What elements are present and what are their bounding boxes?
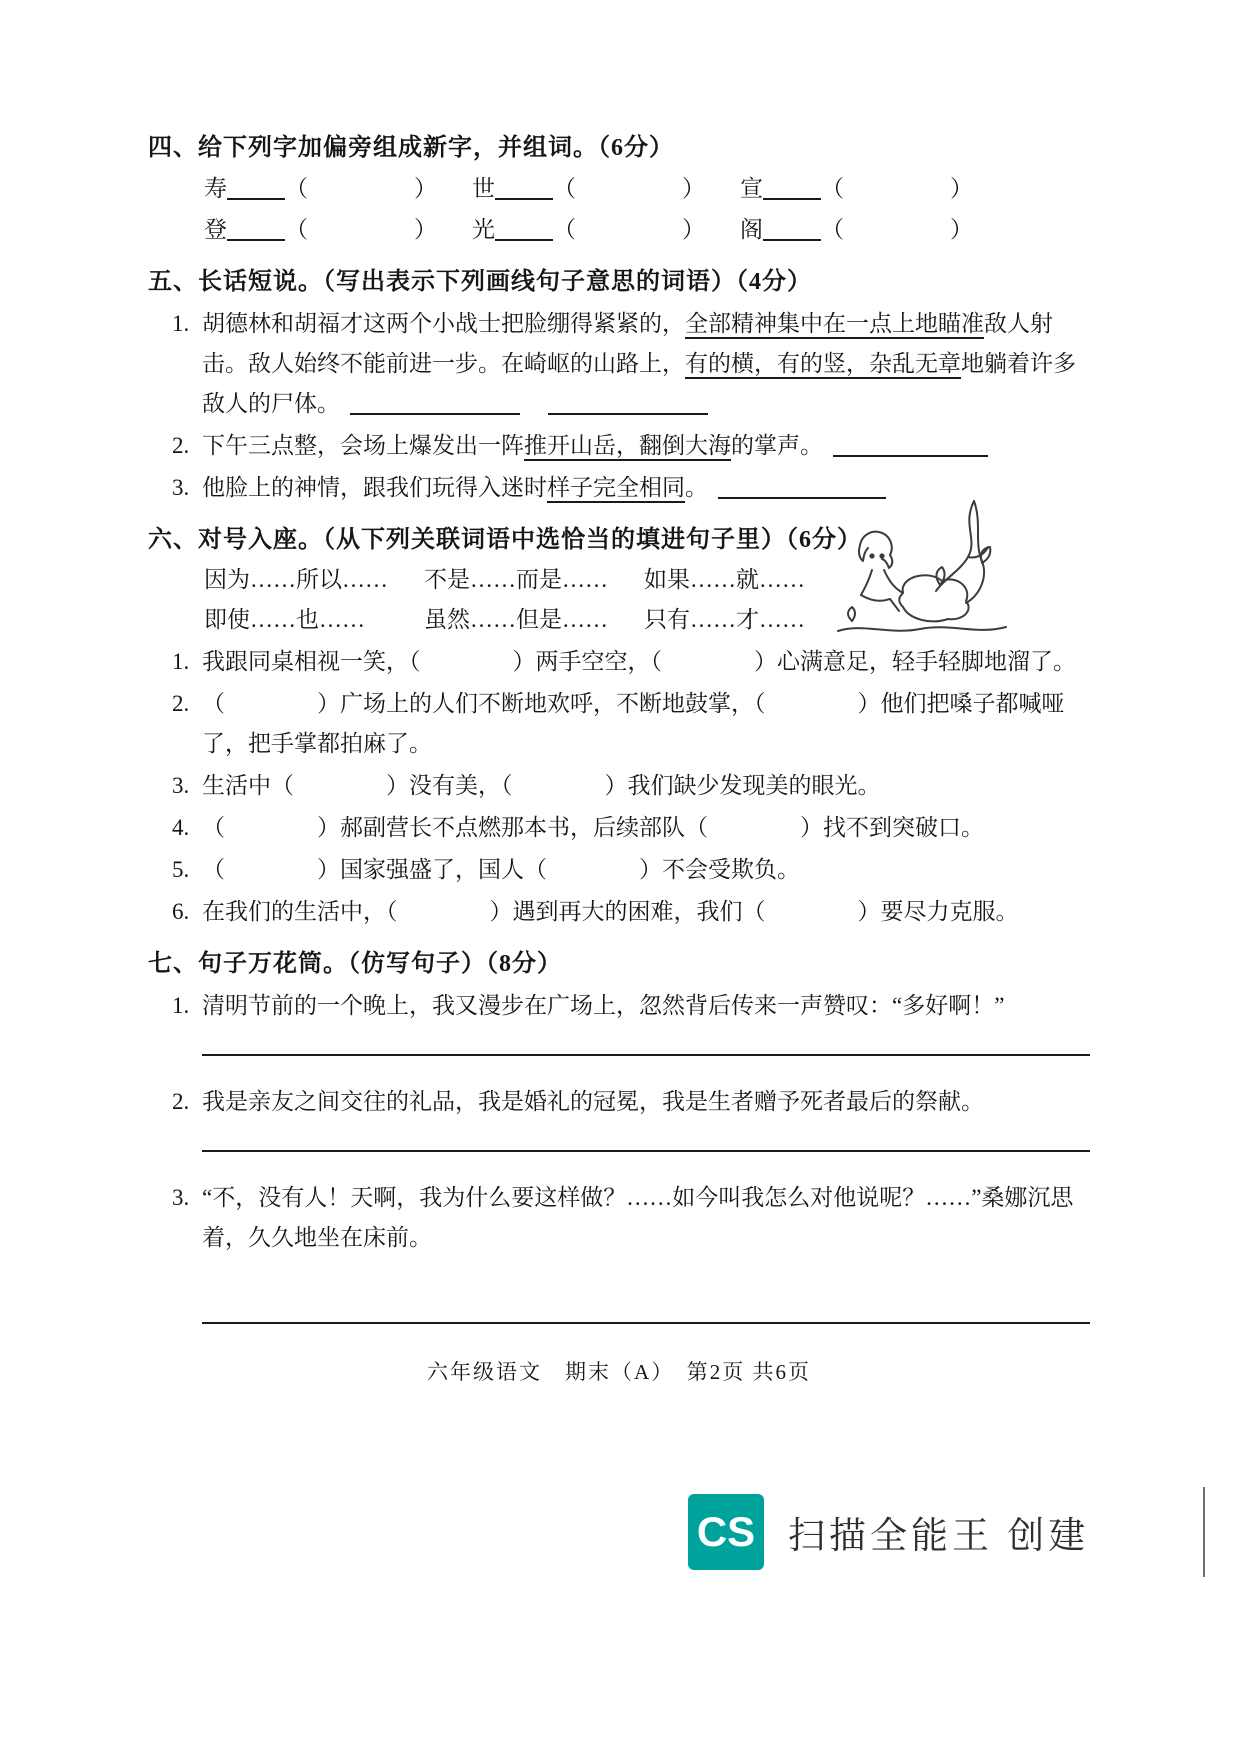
base-char: 光 — [472, 217, 495, 242]
answer-line — [202, 1150, 1090, 1152]
item-number: 2. — [172, 691, 190, 716]
item-number: 3. — [172, 1185, 190, 1210]
question-item-6-5 — [172, 850, 1090, 890]
paren-open: （ — [524, 857, 547, 882]
paren-close: ） — [489, 899, 513, 924]
paren-close: ） — [754, 649, 777, 674]
conjunction-option: 不是……而是…… — [424, 567, 608, 592]
girl-eye — [870, 554, 873, 557]
sentence-text: 他脸上的神情，跟我们玩得入迷时 — [202, 475, 547, 500]
section5-heading: 五、长话短说。（写出表示下列画线句子意思的词语）（4分） — [148, 269, 812, 295]
sentence-text: 在我们的生活中， — [202, 899, 386, 924]
paren-blank — [743, 899, 881, 924]
watermark-divider — [1203, 1487, 1205, 1577]
base-char: 寿 — [204, 176, 227, 201]
paren-close: ） — [414, 176, 437, 201]
answer-line — [202, 1322, 1090, 1324]
paren-close: ） — [800, 815, 823, 840]
conjunction-option: 即使……也…… — [204, 607, 365, 632]
paren-open: （ — [553, 176, 576, 201]
sentence-text: 广场上的人们不断地欢呼，不断地鼓掌， — [340, 691, 754, 716]
paren-close: ） — [386, 773, 409, 798]
girl-legs — [861, 595, 899, 611]
paren-open: （ — [202, 857, 225, 882]
question-item-6-2 — [172, 684, 1090, 764]
sentence-text: 地躺着许多敌人的尸体。 — [202, 351, 1076, 416]
paren-open: （ — [409, 649, 421, 674]
page-footer: 六年级语文 期末（A） 第2页 共6页 — [427, 1360, 811, 1384]
base-char: 宣 — [740, 176, 763, 201]
sentence-text: 胡德林和胡福才这两个小战士把脸绷得紧紧的， — [202, 311, 685, 336]
sentence-text: 。 — [685, 475, 708, 500]
paren-open: （ — [553, 217, 576, 242]
item-number: 5. — [172, 857, 190, 882]
paren-open: （ — [821, 217, 844, 242]
sentence-text: 郝副营长不点燃那本书，后续部队 — [340, 815, 685, 840]
section7-heading: 七、句子万花筒。（仿写句子）（8分） — [148, 951, 562, 977]
sentence-text: “不，没有人！天啊，我为什么要这样做？……如今叫我怎么对他说呢？……”桑娜沉思着，久久地坐在床前。 — [202, 1185, 1074, 1250]
item-number: 2. — [172, 433, 190, 458]
paren-open: （ — [271, 773, 294, 798]
write-blank — [495, 217, 553, 241]
camscanner-label: 扫描全能王 创建 — [788, 1515, 1090, 1556]
conjunction-option: 虽然……但是…… — [424, 607, 608, 632]
paren-close: ） — [414, 217, 437, 242]
sentence-text: 两手空空， — [535, 649, 651, 674]
sentence-text: 清明节前的一个晚上，我又漫步在广场上，忽然背后传来一声赞叹：“多好啊！” — [202, 993, 1005, 1018]
ground-line — [838, 627, 1006, 631]
paren-blank — [386, 899, 513, 924]
question-item-5-1 — [172, 304, 1090, 424]
char-item — [204, 210, 472, 250]
conjunction-option: 因为……所以…… — [204, 567, 388, 592]
question-item-6-6 — [172, 892, 1090, 932]
conjunction-option: 只有……才…… — [644, 607, 805, 632]
paren-open: （ — [501, 773, 513, 798]
girl-eye — [880, 554, 883, 557]
write-blank — [763, 217, 821, 241]
sentence-text: 国家强盛了，国人 — [340, 857, 524, 882]
paren-open: （ — [202, 815, 225, 840]
paren-close: ） — [639, 857, 662, 882]
underlined-phrase: 有的横，有的竖，杂乱无章 — [685, 351, 961, 379]
write-blank — [495, 176, 553, 200]
base-char: 阁 — [740, 217, 763, 242]
grass-tuft — [848, 607, 855, 621]
paren-blank — [524, 857, 662, 882]
write-blank — [763, 176, 821, 200]
rock-outline — [899, 575, 968, 621]
item-number: 4. — [172, 815, 190, 840]
paren-open: （ — [285, 217, 308, 242]
question-item-7-1 — [172, 986, 1090, 1026]
paren-close: ） — [317, 815, 340, 840]
camscanner-logo-icon: CS — [688, 1494, 764, 1570]
question-item-7-2 — [172, 1082, 1090, 1122]
item-number: 3. — [172, 475, 190, 500]
sentence-text: 生活中 — [202, 773, 271, 798]
section4-row-2 — [204, 210, 1090, 250]
paren-close: ） — [512, 649, 536, 674]
char-item — [740, 169, 1008, 209]
paren-open: （ — [685, 815, 708, 840]
paren-blank — [409, 649, 536, 674]
sentence-text: 不会受欺负。 — [662, 857, 800, 882]
sentence-text: 下午三点整，会场上爆发出一阵 — [202, 433, 524, 458]
paren-blank — [271, 773, 409, 798]
item-number: 2. — [172, 1089, 190, 1114]
base-char: 登 — [204, 217, 227, 242]
answer-blank — [833, 433, 988, 457]
answer-line — [202, 1054, 1090, 1056]
paren-blank — [501, 773, 628, 798]
item-number: 1. — [172, 311, 190, 336]
sentence-text: 我们缺少发现美的眼光。 — [627, 773, 881, 798]
sentence-text: 心满意足，轻手轻脚地溜了。 — [777, 649, 1076, 674]
paren-blank — [202, 691, 340, 716]
base-char: 世 — [472, 176, 495, 201]
sentence-text: 要尽力克服。 — [880, 899, 1019, 924]
paren-blank — [754, 691, 881, 716]
paren-open: （ — [754, 691, 766, 716]
char-item — [472, 169, 740, 209]
conjunction-option: 如果……就…… — [644, 567, 805, 592]
paren-close: ） — [682, 217, 705, 242]
underlined-phrase: 样子完全相同 — [547, 475, 685, 503]
item-number: 3. — [172, 773, 190, 798]
write-blank — [227, 176, 285, 200]
sentence-text: 找不到突破口。 — [823, 815, 984, 840]
section4-row-1 — [204, 169, 1090, 209]
answer-blank — [548, 391, 708, 415]
paren-blank — [202, 857, 340, 882]
write-blank — [227, 217, 285, 241]
paren-close: ） — [857, 899, 881, 924]
girl-hair — [859, 545, 868, 561]
paren-open: （ — [650, 649, 662, 674]
item-number: 1. — [172, 993, 190, 1018]
paren-blank — [202, 815, 340, 840]
sentence-text: 没有美， — [409, 773, 501, 798]
char-item — [740, 210, 1008, 250]
item-number: 6. — [172, 899, 190, 924]
paren-close: ） — [317, 857, 340, 882]
question-item-6-3 — [172, 766, 1090, 806]
girl-illustration — [832, 498, 1012, 650]
char-item — [472, 210, 740, 250]
camscanner-watermark — [688, 1494, 1089, 1570]
paren-open: （ — [386, 899, 398, 924]
question-item-5-2 — [172, 426, 1090, 466]
paren-open: （ — [821, 176, 844, 201]
girl-body — [861, 570, 872, 595]
paren-close: ） — [857, 691, 881, 716]
underlined-phrase: 推开山岳，翻倒大海 — [524, 433, 731, 461]
paren-open: （ — [202, 691, 225, 716]
char-item — [204, 169, 472, 209]
paren-open: （ — [742, 899, 766, 924]
branch-line — [936, 501, 974, 591]
sentence-text: 敌人射击。敌人始终不能前进一步。在崎岖的山路上， — [202, 311, 1053, 376]
paren-blank — [651, 649, 778, 674]
paren-close: ） — [317, 691, 340, 716]
section6-heading: 六、对号入座。（从下列关联词语中选恰当的填进句子里）（6分） — [148, 527, 862, 553]
paren-open: （ — [285, 176, 308, 201]
sentence-text: 遇到再大的困难，我们 — [512, 899, 743, 924]
question-item-6-4 — [172, 808, 1090, 848]
girl-arm — [884, 570, 903, 593]
paren-close: ） — [950, 217, 973, 242]
answer-blank — [350, 391, 520, 415]
sentence-text: 我跟同桌相视一笑， — [202, 649, 409, 674]
question-item-7-3 — [172, 1178, 1090, 1258]
sentence-text: 的掌声。 — [731, 433, 823, 458]
item-number: 1. — [172, 649, 190, 674]
paren-blank — [685, 815, 823, 840]
paren-close: ） — [604, 773, 628, 798]
section4-heading: 四、给下列字加偏旁组成新字，并组词。（6分） — [148, 135, 674, 161]
paren-close: ） — [950, 176, 973, 201]
sentence-text: 我是亲友之间交往的礼品，我是婚礼的冠冕，我是生者赠予死者最后的祭献。 — [202, 1089, 984, 1114]
exam-page-content — [148, 116, 1090, 1392]
underlined-phrase: 全部精神集中在一点上地瞄准 — [685, 311, 984, 339]
answer-blank — [718, 475, 886, 499]
sentence-text: 他们把嗓子都喊哑了，把手掌都拍麻了。 — [202, 691, 1065, 756]
paren-close: ） — [682, 176, 705, 201]
